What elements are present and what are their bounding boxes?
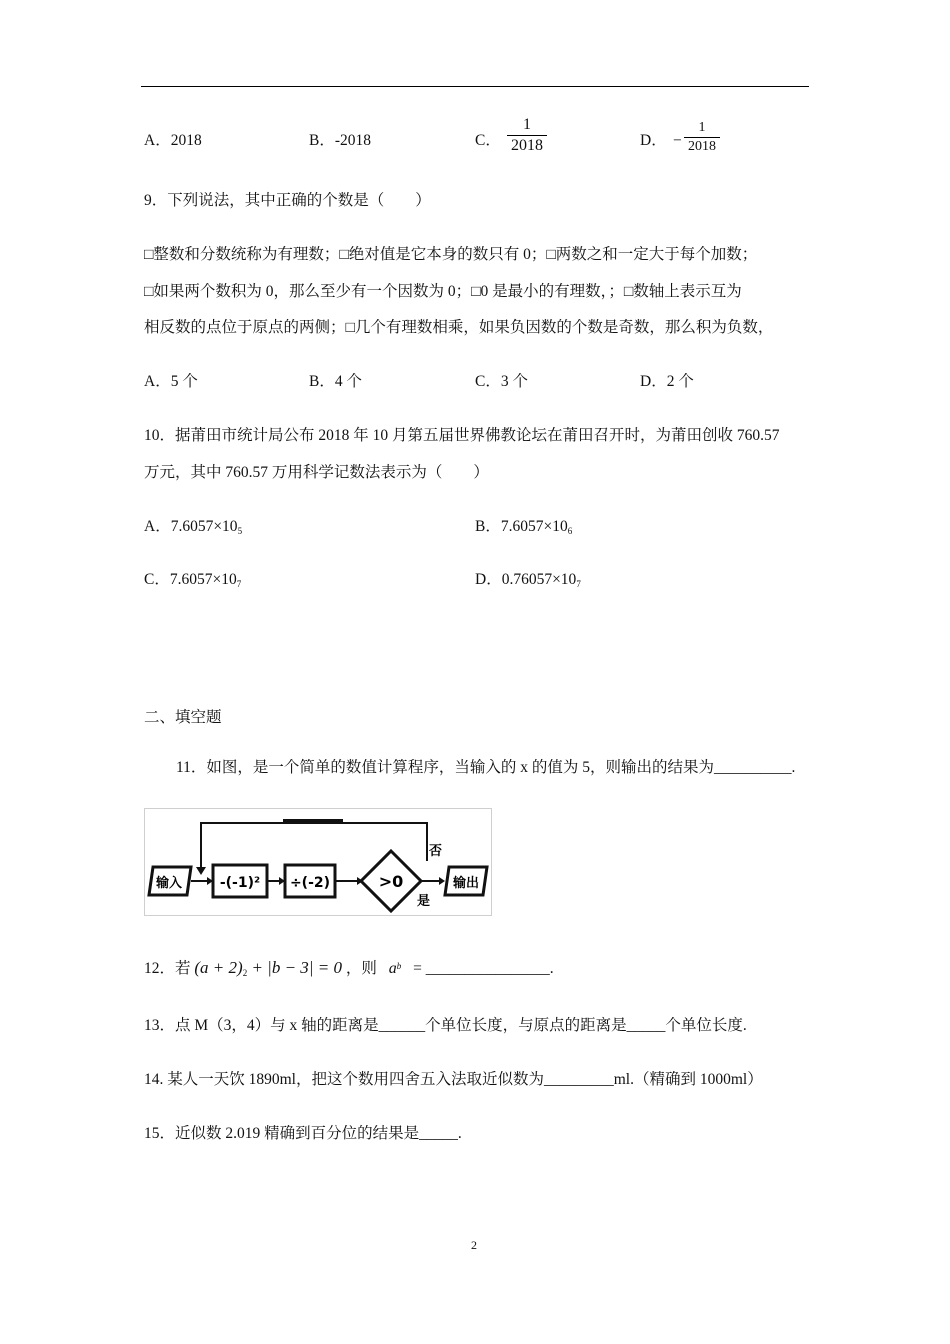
q10-option-d [475, 570, 581, 594]
fraction-bar [507, 135, 547, 136]
q10-line-1: 10．据莆田市统计局公布 2018 年 10 月第五届世界佛教论坛在莆田召开时，为莆田创收 760.57 [144, 427, 780, 444]
q8-c-numerator: 1 [523, 116, 531, 133]
q10-line-2: 万元，其中 760.57 万用科学记数法表示为（ ） [144, 464, 489, 481]
q10-a-exponent: 5 [237, 526, 243, 536]
q13-text: 13．点 M（3，4）与 x 轴的距离是______个单位长度，与原点的距离是_____个单位长度. [144, 1017, 747, 1034]
q10-d-base: D．0.76057×10 [475, 571, 577, 588]
q9-line-3: 相反数的点位于原点的两侧；□几个有理数相乘，如果负因数的个数是奇数，那么积为负数， [144, 319, 774, 336]
op2-label: ÷(-2) [289, 875, 331, 891]
loop-thick-segment [283, 819, 343, 822]
input-label: 输入 [155, 876, 183, 891]
q10-option-c [144, 570, 241, 594]
q9-line-1: □整数和分数统称为有理数；□绝对值是它本身的数只有 0；□两数之和一定大于每个加数； [144, 246, 758, 263]
no-label: 否 [429, 844, 443, 859]
q10-d-exponent: 7 [576, 579, 581, 589]
yes-label: 是 [417, 894, 431, 909]
q9-line-2: □如果两个数积为 0，那么至少有一个因数为 0；□0 是最小的有理数，；□数轴上表示互为 [144, 283, 742, 300]
q9-option-c: C．3 个 [475, 373, 528, 390]
op1-label: -(-1)² [219, 875, 261, 891]
q12-line [144, 956, 554, 983]
output-label: 输出 [452, 876, 480, 891]
q9-option-a: A．5 个 [144, 373, 198, 390]
condition-label: >0 [378, 872, 404, 891]
q9-stem: 9．下列说法，其中正确的个数是（ ） [144, 192, 431, 209]
q8-d-numerator: 1 [698, 120, 706, 135]
q12-b-exponent: b [396, 961, 402, 971]
section-title-fill-in: 二、填空题 [144, 709, 222, 726]
header-rule [141, 86, 809, 87]
page-number: 2 [471, 1238, 477, 1252]
q12-square: 2 [242, 968, 248, 978]
q12-suffix: = ________________. [413, 960, 554, 977]
q10-c-base: C．7.6057×10 [144, 571, 237, 588]
arrowhead-4 [439, 877, 445, 885]
q8-d-denominator: 2018 [688, 139, 716, 154]
q10-b-exponent: 6 [567, 526, 573, 536]
q10-option-a [144, 517, 242, 541]
q8-option-d-fraction [684, 120, 720, 155]
q15-text: 15．近似数 2.019 精确到百分位的结果是_____. [144, 1125, 462, 1142]
flowchart [144, 808, 492, 916]
q8-option-c-fraction [507, 116, 547, 155]
q12-a: a [388, 960, 397, 977]
q14-text: 14. 某人一天饮 1890ml，把这个数用四舍五入法取近似数为_________ml.（精确到 1000ml） [144, 1071, 763, 1088]
loop-arrowhead [196, 867, 206, 875]
q10-b-base: B．7.6057×10 [475, 518, 568, 535]
q8-c-denominator: 2018 [511, 137, 543, 154]
q12-abs: + |b − 3| = 0 [247, 958, 342, 977]
q10-c-exponent: 7 [236, 579, 242, 589]
q9-option-d: D．2 个 [640, 373, 694, 390]
q10-option-b [475, 517, 572, 541]
q12-expr: (a + 2) [194, 958, 243, 977]
fraction-bar [684, 137, 720, 138]
q8-d-sign: − [673, 132, 682, 149]
q8-option-a: A．2018 [144, 132, 202, 149]
flowchart-diagram [145, 809, 491, 915]
q10-a-base: A．7.6057×10 [144, 518, 238, 535]
q8-option-c-label: C． [475, 132, 501, 149]
q11-text: 11．如图，是一个简单的数值计算程序，当输入的 x 的值为 5，则输出的结果为__________. [176, 759, 796, 776]
q12-mid: ，则 [345, 960, 377, 977]
q9-option-b: B．4 个 [309, 373, 362, 390]
q12-prefix: 12．若 [144, 960, 191, 977]
q8-option-d-label: D． [640, 132, 667, 149]
q8-option-b: B．-2018 [309, 132, 372, 149]
